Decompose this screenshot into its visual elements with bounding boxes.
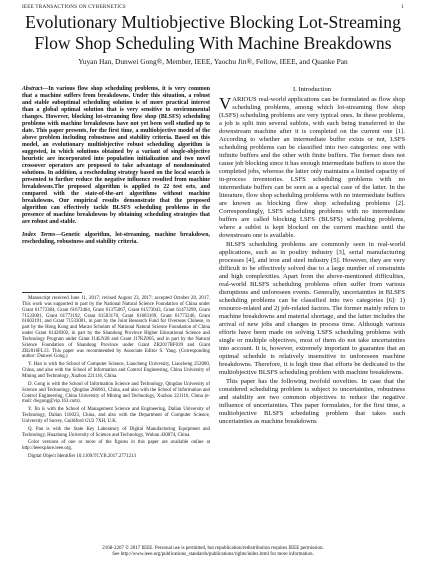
left-column [22, 86, 210, 252]
footnote: Digital Object Identifier 10.1109/TCYB.2017.2771213 [28, 454, 136, 460]
footnote: Q. Pan is with the State Key Laboratory of Digital Manufacturing Equipment and Technology, Huazhong University of Science and Technology, Wuhan 430074, China. [22, 426, 210, 438]
copyright-notice [22, 546, 404, 558]
paper-title [14, 12, 412, 54]
abstract-text: —In various flow shop scheduling problems, it is very common that a machine suffers from breakdowns. Under this situation, a robust and stable suboptimal scheduling solution is of more practical interest than a global optimal solution that is very sensitive to environmental changes. However, blocking lot-streaming flow shop (BLSFS) scheduling problems with machine breakdowns have not yet been well studied up to date. This paper presents, for the first time, a multiobjective model of the above problem including robustness and stability criteria. Based on this model, an evolutionary multiobjective robust scheduling algorithm is suggested, in which solutions obtained by a variant of single-objective heuristic are incorporated into population initialization and two novel crossover operators are proposed to take advantage of nondominated solutions. In addition, a rescheduling strategy based on the local search is presented to further reduce the negative influence resulted from machine breakdowns.The proposed algorithm is applied to 22 test sets, and compared with the state-of-the-art algorithms without machine breakdowns. Our empirical results demonstrate that the proposed algorithm can effectively tackle BLSFS scheduling problems in the presence of machine breakdowns by obtaining scheduling strategies that are robust and stable. [22, 86, 210, 225]
index-terms-text: —Genetic algorithm, lot-streaming, machine breakdown, rescheduling, robustness and stability criteria. [22, 232, 210, 245]
body-paragraph [219, 96, 405, 240]
footnote: D. Gong is with the School of Information Science and Technology, Qingdao University of Science and Technology, Qingdao 266061, China, and also with the School of Information and Control Engineering, China University of Mining and Technology, Xuzhou 221116, China (e-mail: dwgong@vip.163.com). [22, 381, 210, 405]
paragraph-text: ARIOUS real-world applications can be formulated as flow shop scheduling problems, among which lot-streaming flow shop (LSFS) scheduling problems are very typical ones. In these problems, a job is split into several sublots, with each being transferred to the downstream machine after it is completed on the current one [1]. According to whether an intermediate buffer exists or not, LSFS scheduling problems can be classified into two categories: one with infinite buffers and the other with finite buffers. The former does not cause job blocking since it has enough intermediate buffers to store the completed jobs, whereas the latter only maintains a limited capacity of in-process inventories. LSFS scheduling problems with no intermediate buffers can be seen as a special case of the latter. In the literature, flow shop scheduling problems with no intermediate buffers are known as blocking flow shop scheduling problems [2]. Correspondingly, LSFS scheduling problems with no intermediate buffers are called blocking LSFS (BLSFS) scheduling problems, where a sublot is kept blocked on the current machine until the downstream one is available. [219, 96, 405, 239]
index-terms-label: Index Terms [22, 232, 56, 238]
footnote: Manuscript received June 11, 2017; revised August 23, 2017; accepted October 20, 2017. This work was supported in part by the National Natural Science Foundation of China under Grant 61773384, Grant 61673404, Grant 61375067, Grant 61573043, Grant 61473299, Grant 71533001, Grant 61773192, Grant 61503170, Grant 61603169, Grant 61773246, Grant 61603191, and Grant 71533001, in part by the Joint Research Fund for Overseas Chinese, in part by the Hong Kong and Macao Scholars of National Natural Science Foundation of China under Grant 61428302, in part by the Shandong Province Higher Educational Science and Technology Program under Grant J14LN28 and Grant J17KZ005, and in part by the Natural Science Foundation of Shandong Province under Grant ZR2017BF039 and Grant ZR2016FL13. This paper was recommended by Associate Editor S. Yang. (Corresponding author: Dunwei Gong.) [22, 296, 210, 360]
footnote: Y. Jin is with the School of Management Science and Engineering, Dalian University of Technology, Dalian 116023, China, and also with the Department of Computer Science, University of Surrey, Guildford GU2 7XH, U.K. [22, 407, 210, 424]
abstract [22, 86, 210, 226]
index-terms [22, 232, 210, 246]
footnote: Y. Han is with the School of Computer Science, Liaocheng University, Liaocheng 252000, China, and also with the School of Information and Control Engineering, China University of Mining and Technology, Xuzhou 221116, China. [22, 362, 210, 379]
copyright-line: 2168-2267 © 2017 IEEE. Personal use is permitted, but republication/redistribution requires IEEE permission. [102, 546, 324, 551]
title-line: Flow Shop Scheduling With Machine Breakdowns [34, 33, 392, 53]
abstract-label: Abstract [22, 86, 43, 92]
author-list: Yuyan Han, Dunwei Gong®, Member, IEEE, Yaochu Jin®, Fellow, IEEE, and Quanke Pan [78, 57, 348, 66]
journal-header: IEEE TRANSACTIONS ON CYBERNETICS [22, 4, 126, 10]
footnote-divider [22, 292, 82, 293]
footnote: Color versions of one or more of the figures in this paper are available online at http://ieeexplore.ieee.org. [22, 440, 210, 452]
body-paragraph: BLSFS scheduling problems are commonly seen in real-world applications, such as in poultry industry [3], serial manufacturing processes [4], and iron and steel industry [5]. However, they are very difficult to be effectively solved due to a large number of constraints and high complexities. Apart from the above-mentioned difficulties, real-world BLSFS scheduling problems often suffer from various disruptions and unforeseen events. Generally, uncertainties in BLSFS scheduling problems can be classified into two categories [6]: 1) resource-related and 2) job-related factors. The former mainly refers to machine breakdowns and material shortage, and the latter includes the arrival of new jobs and changes in process time. Although various efforts have been made on solving LSFS scheduling problems with single or multiple objectives, most of them do not take uncertainties into account. It is, however, extremely important to guarantee that an optimal schedule is relatively insensitive to unforeseen machine breakdowns. Therefore, it is high time that efforts be dedicated to the multiobjective BLSFS scheduling problem with machine breakdowns. [219, 241, 405, 376]
drop-cap: V [219, 94, 232, 113]
footnotes [22, 292, 210, 462]
title-line: Evolutionary Multiobjective Blocking Lot-Streaming [25, 12, 401, 32]
copyright-line: See http://www.ieee.org/publications_standards/publications/rights/index.html for more information. [112, 552, 314, 558]
page-number: 1 [401, 4, 404, 10]
section-heading: I. Introduction [292, 86, 332, 93]
body-paragraph: This paper has the following twofold novelties. In case that the considered scheduling problem is subject to uncertainties, robustness and stability are two common objectives to reduce the negative influence of uncertainties. This paper formulates, for the first time, a multiobjective BLSFS scheduling problem that takes such uncertainties as machine breakdowns [219, 378, 405, 425]
right-column [219, 86, 405, 427]
